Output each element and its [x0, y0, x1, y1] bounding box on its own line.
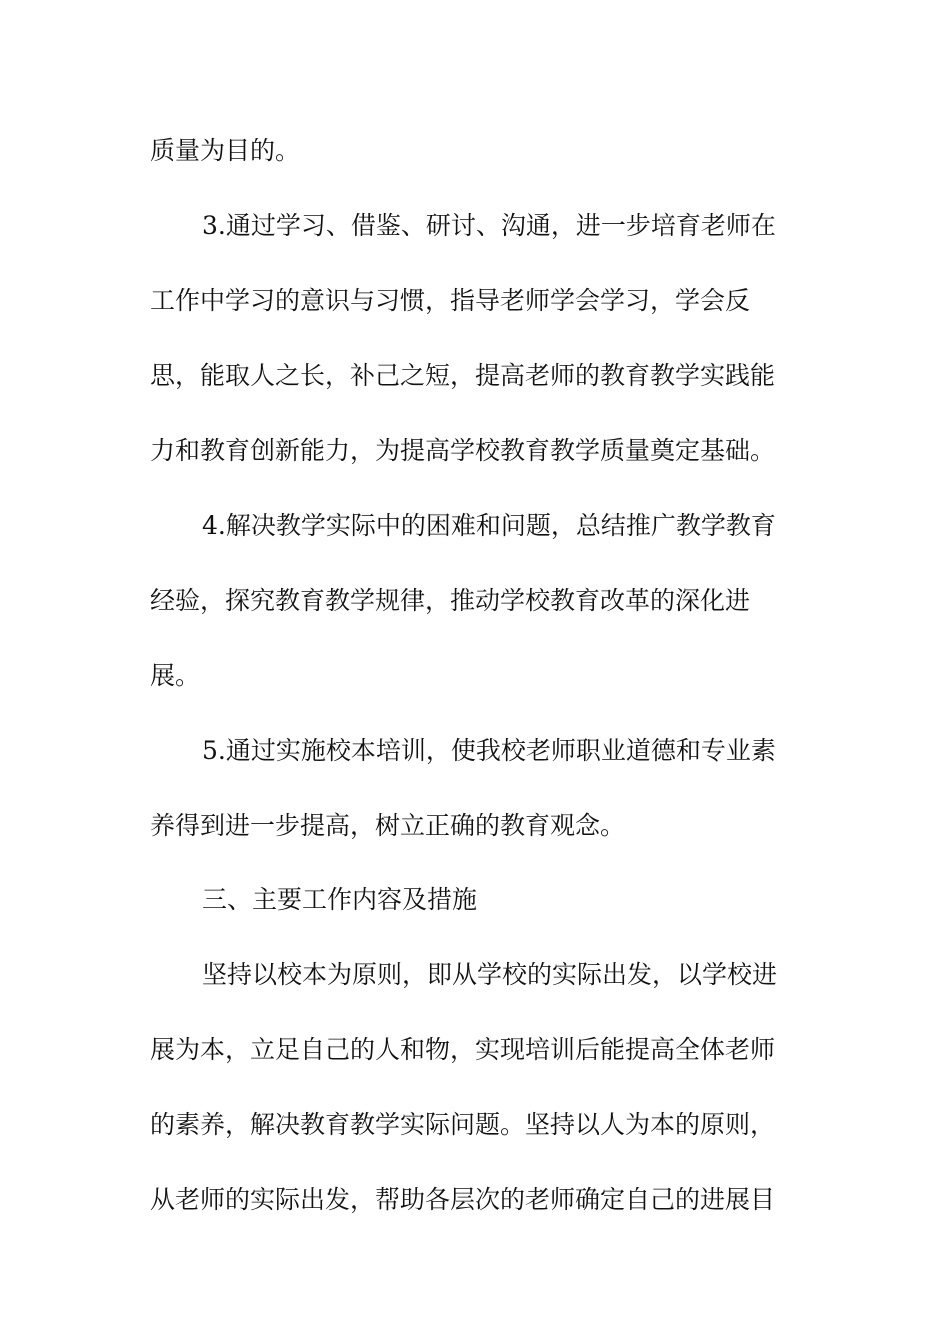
text-line-7: 经验，探究教育教学规律，推动学校教育改革的深化进	[150, 586, 751, 615]
text-line-4: 思，能取人之长，补己之短，提高老师的教育教学实践能	[150, 361, 776, 390]
text-line-9: 5.通过实施校本培训，使我校老师职业道德和专业素	[202, 736, 776, 765]
text-line-13: 展为本，立足自己的人和物，实现培训后能提高全体老师	[150, 1035, 776, 1064]
text-line-5: 力和教育创新能力，为提高学校教育教学质量奠定基础。	[150, 436, 776, 465]
text-line-10: 养得到进一步提高，树立正确的教育观念。	[150, 811, 626, 840]
text-line-6: 4.解决教学实际中的困难和问题，总结推广教学教育	[202, 511, 776, 540]
text-line-2: 3.通过学习、借鉴、研讨、沟通，进一步培育老师在	[202, 211, 776, 240]
text-line-14: 的素养，解决教育教学实际问题。坚持以人为本的原则，	[150, 1110, 776, 1139]
text-line-3: 工作中学习的意识与习惯，指导老师学会学习，学会反	[150, 286, 751, 315]
section-heading: 三、主要工作内容及措施	[202, 885, 478, 914]
text-line-15: 从老师的实际出发，帮助各层次的老师确定自己的进展目	[150, 1185, 776, 1214]
text-line-12: 坚持以校本为原则，即从学校的实际出发，以学校进	[202, 960, 778, 989]
text-line-8: 展。	[150, 661, 201, 690]
text-line-1: 质量为目的。	[150, 136, 301, 165]
